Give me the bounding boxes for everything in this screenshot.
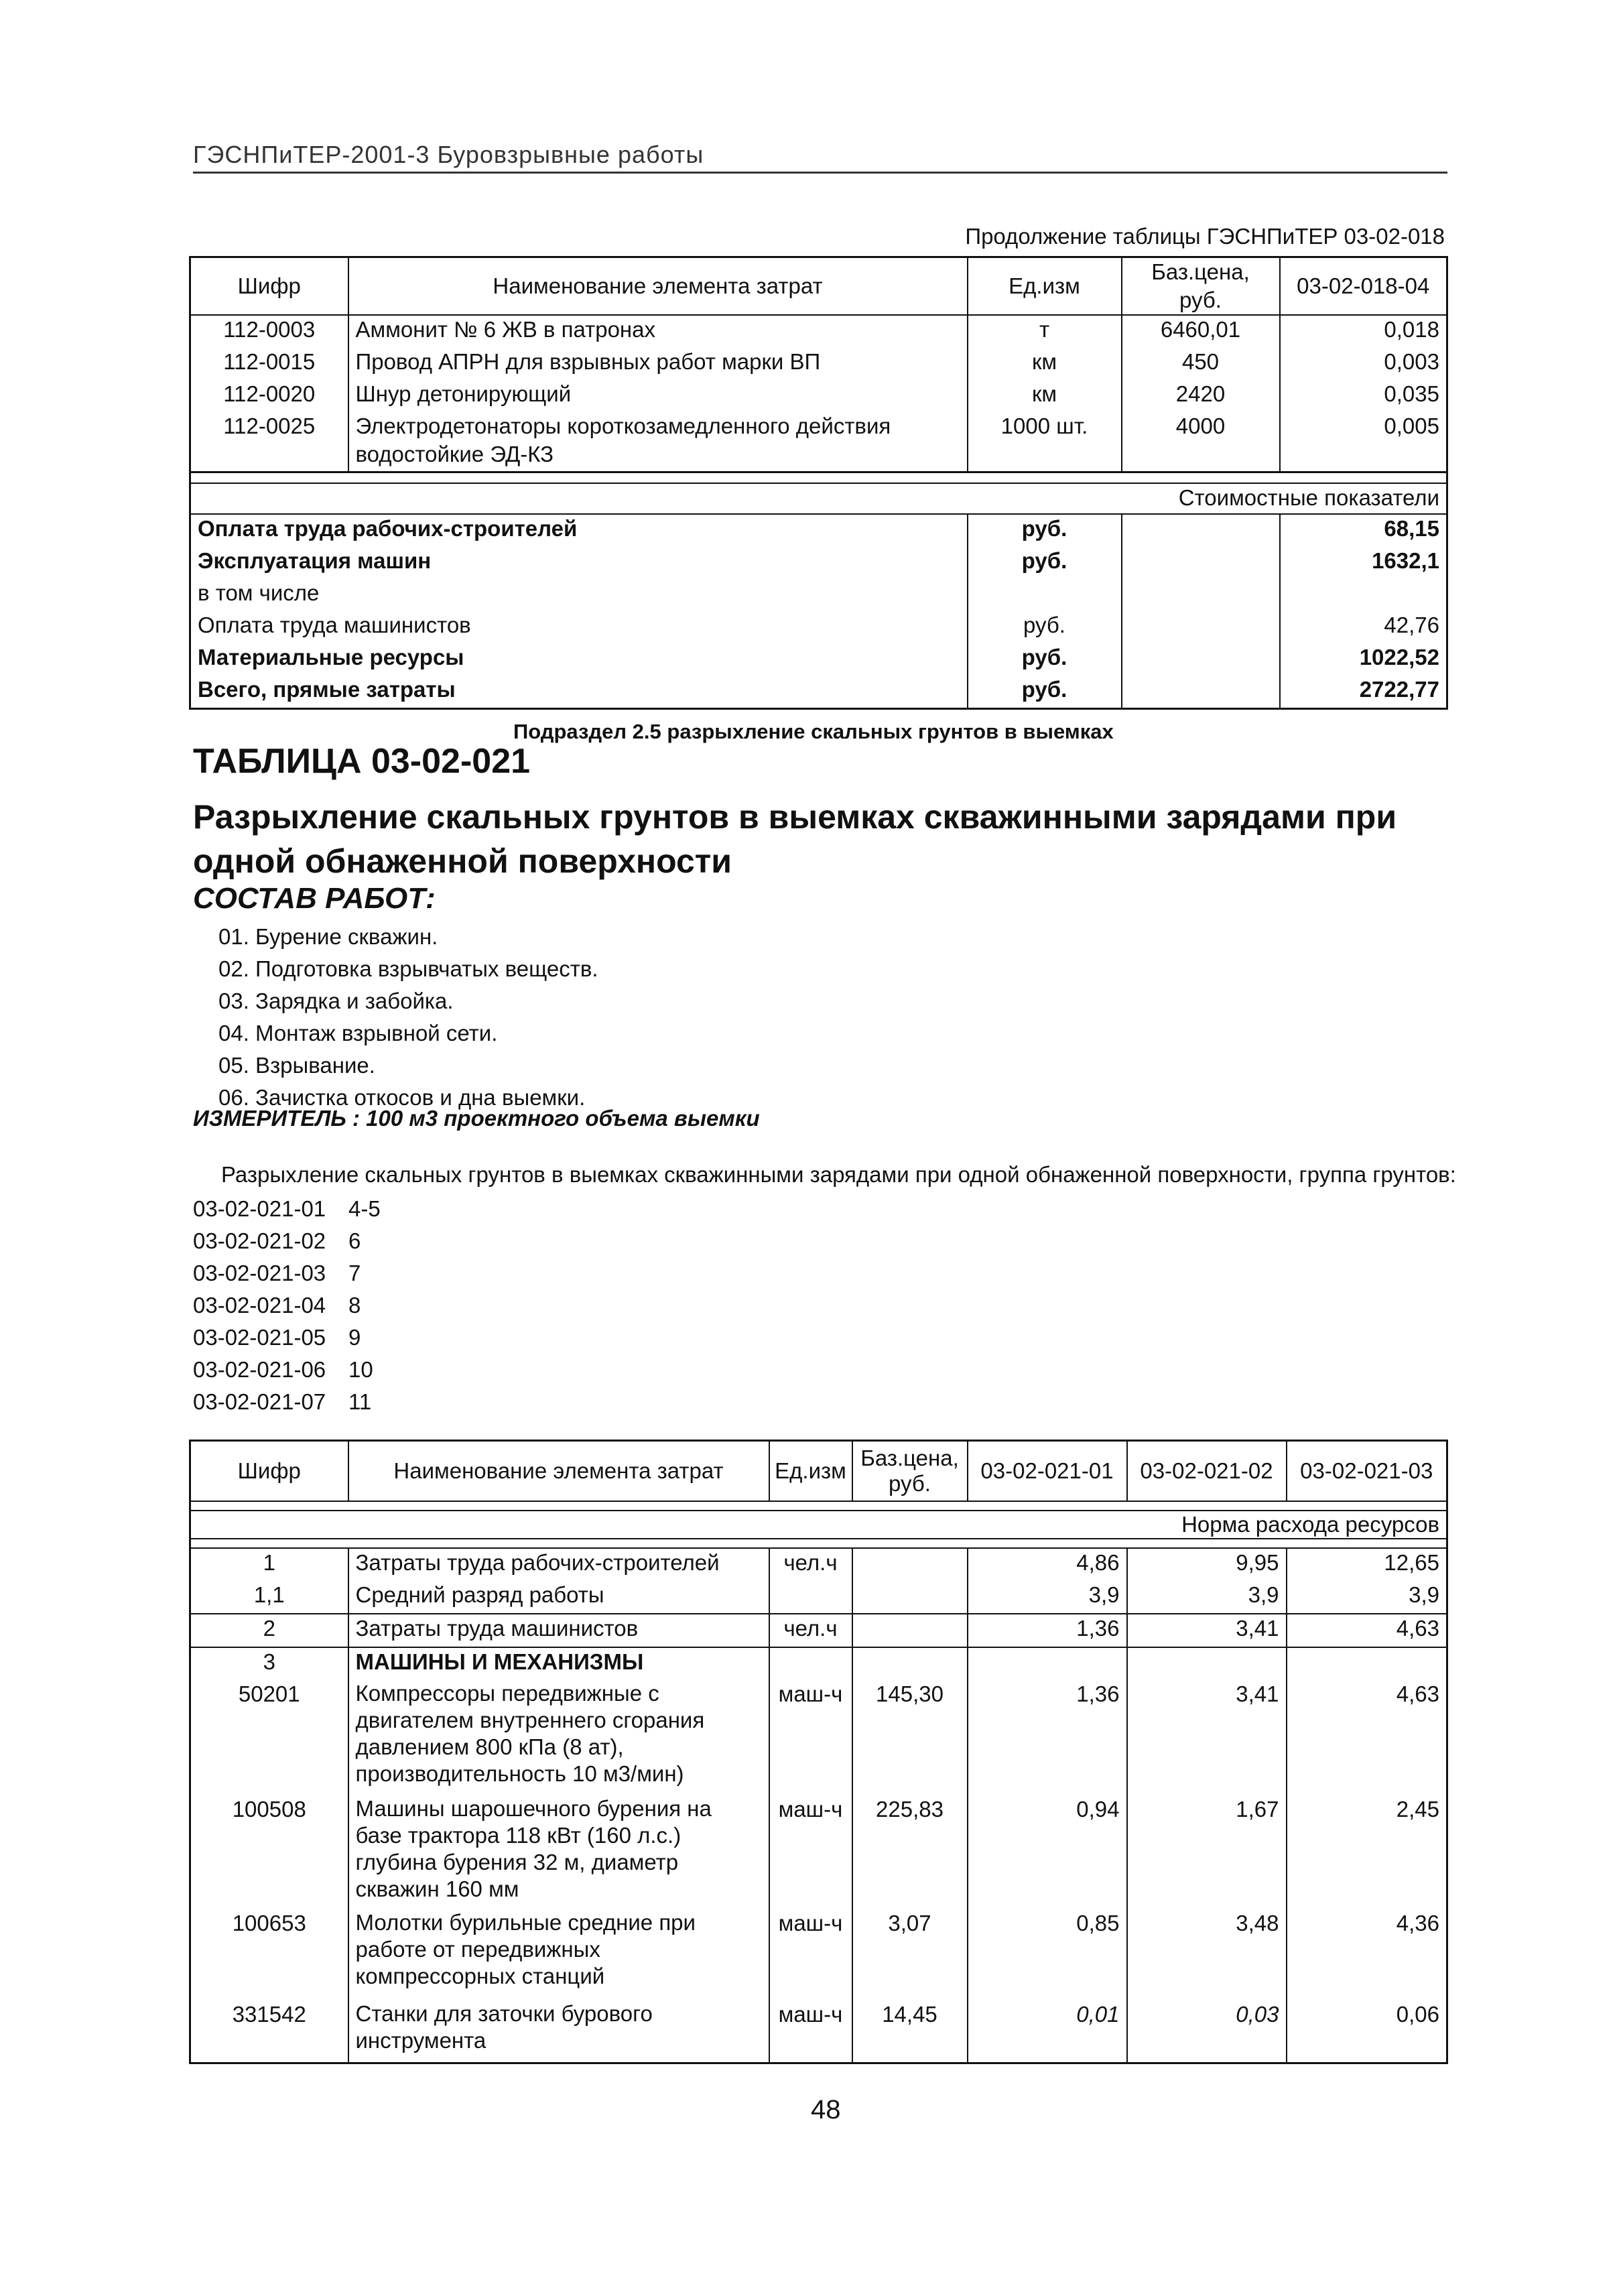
table-row — [190, 1581, 1447, 1614]
summary-row — [190, 611, 1447, 643]
variant-code: 03-02-021-06 — [193, 1357, 326, 1382]
row-value-2: 1,67 — [1127, 1795, 1287, 1909]
row-unit — [769, 1647, 852, 1680]
table-row — [190, 348, 1447, 380]
summary-value: 42,76 — [1280, 611, 1447, 643]
variant-code: 03-02-021-05 — [193, 1325, 326, 1350]
summary-value: 68,15 — [1280, 514, 1447, 547]
row-value-3: 4,36 — [1287, 1909, 1447, 2000]
summary-row — [190, 643, 1447, 676]
header-unit: Ед.изм — [769, 1441, 852, 1502]
header-price: Баз.цена, руб. — [1122, 257, 1280, 316]
list-item: 06. Зачистка откосов и дна выемки. — [218, 1085, 586, 1110]
summary-value: 2722,77 — [1280, 676, 1447, 709]
list-item — [193, 1386, 381, 1418]
row-unit: маш-ч — [769, 1680, 852, 1795]
row-price: 14,45 — [852, 2000, 968, 2063]
list-item — [193, 1257, 381, 1289]
row-name: Машины шарошечного бурения на базе трактора 118 кВт (160 л.с.) глубина бурения 32 м, диаметр скважин 160 мм — [348, 1795, 769, 1909]
list-item — [193, 1289, 381, 1322]
row-price: 450 — [1122, 348, 1280, 380]
row-code: 112-0003 — [223, 317, 316, 342]
row-value: 0,003 — [1280, 348, 1447, 380]
summary-row — [190, 547, 1447, 579]
row-value-1: 1,36 — [968, 1680, 1127, 1795]
table1-spacer — [190, 472, 1447, 484]
summary-price-empty — [1122, 547, 1280, 579]
row-value: 0,018 — [1280, 315, 1447, 348]
table-row — [190, 380, 1447, 412]
row-unit: 1000 шт. — [968, 412, 1122, 472]
variant-group: 8 — [348, 1293, 361, 1318]
summary-value — [1280, 579, 1447, 611]
row-value-2: 3,41 — [1127, 1680, 1287, 1795]
list-item: 03. Зарядка и забойка. — [218, 988, 454, 1013]
variant-code: 03-02-021-07 — [193, 1389, 326, 1414]
row-price — [852, 1647, 968, 1680]
summary-unit: руб. — [968, 547, 1122, 579]
row-value-3: 3,9 — [1287, 1581, 1447, 1614]
row-price: 6460,01 — [1122, 315, 1280, 348]
header-unit: Ед.изм — [968, 257, 1122, 316]
table-row — [190, 1680, 1447, 1795]
row-unit: км — [968, 348, 1122, 380]
row-name: Провод АПРН для взрывных работ марки ВП — [348, 348, 968, 380]
variant-group: 9 — [348, 1325, 361, 1350]
header-name: Наименование элемента затрат — [348, 257, 968, 316]
row-value-1: 0,85 — [968, 1909, 1127, 2000]
row-value-1: 0,94 — [968, 1795, 1127, 1909]
page-number: 48 — [811, 2095, 841, 2124]
table-row — [190, 2000, 1447, 2063]
list-item: 04. Монтаж взрывной сети. — [218, 1021, 498, 1045]
row-code: 112-0025 — [223, 413, 316, 438]
row-name: Затраты труда рабочих-строителей — [348, 1548, 769, 1581]
row-value-1: 4,86 — [968, 1548, 1127, 1581]
table-row — [190, 1795, 1447, 1909]
table-title: Разрыхление скальных грунтов в выемках скважинными зарядами при одной обнаженной поверхности — [193, 798, 1397, 880]
summary-row — [190, 579, 1447, 611]
row-name: Молотки бурильные средние при работе от передвижных компрессорных станций — [348, 1909, 769, 2000]
header-norm-code: 03-02-018-04 — [1280, 257, 1447, 316]
row-code: 50201 — [238, 1681, 300, 1706]
row-unit: маш-ч — [769, 2000, 852, 2063]
summary-name: Материальные ресурсы — [198, 645, 464, 669]
header-code: Шифр — [190, 1441, 348, 1502]
row-code: 100508 — [232, 1797, 306, 1822]
header-name: Наименование элемента затрат — [348, 1441, 769, 1502]
table-row — [190, 1614, 1447, 1647]
row-price: 145,30 — [852, 1680, 968, 1795]
row-name: Шнур детонирующий — [348, 380, 968, 412]
variants-list — [193, 1193, 381, 1418]
norm-label-row — [190, 1511, 1447, 1539]
summary-unit: руб. — [968, 611, 1122, 643]
list-item — [193, 1354, 381, 1386]
summary-row — [190, 676, 1447, 709]
summary-price-empty — [1122, 643, 1280, 676]
row-code: 3 — [190, 1647, 348, 1680]
list-item — [193, 1322, 381, 1354]
row-name: МАШИНЫ И МЕХАНИЗМЫ — [348, 1647, 769, 1680]
table-row — [190, 1548, 1447, 1581]
list-item — [193, 1225, 381, 1257]
variant-code: 03-02-021-02 — [193, 1228, 326, 1253]
cost-section-label: Стоимостные показатели — [190, 483, 1447, 514]
row-value-2: 3,9 — [1127, 1581, 1287, 1614]
row-value-1: 3,9 — [968, 1581, 1127, 1614]
summary-unit: руб. — [968, 676, 1122, 709]
row-price — [852, 1548, 968, 1581]
summary-name: Всего, прямые затраты — [198, 677, 456, 702]
work-composition-heading: СОСТАВ РАБОТ: — [193, 882, 436, 915]
summary-name: Оплата труда машинистов — [198, 613, 471, 637]
cost-section-row — [190, 483, 1447, 514]
table-id: ТАБЛИЦА 03-02-021 — [193, 742, 531, 781]
measure-unit: ИЗМЕРИТЕЛЬ : 100 м3 проектного объема выемки — [193, 1106, 760, 1131]
row-value-3: 2,45 — [1287, 1795, 1447, 1909]
row-value-2: 0,03 — [1127, 2000, 1287, 2063]
list-item: 01. Бурение скважин. — [218, 924, 438, 949]
header-norm-code-3: 03-02-021-03 — [1287, 1441, 1447, 1502]
summary-price-empty — [1122, 514, 1280, 547]
summary-price-empty — [1122, 611, 1280, 643]
row-code: 2 — [190, 1614, 348, 1647]
summary-unit — [968, 579, 1122, 611]
row-unit: км — [968, 380, 1122, 412]
row-value-2: 9,95 — [1127, 1548, 1287, 1581]
row-value-3: 4,63 — [1287, 1614, 1447, 1647]
norm-label: Норма расхода ресурсов — [190, 1511, 1447, 1539]
variant-group: 7 — [348, 1261, 361, 1285]
header-norm-code-2: 03-02-021-02 — [1127, 1441, 1287, 1502]
table-row — [190, 412, 1447, 472]
row-price: 3,07 — [852, 1909, 968, 2000]
row-value-3: 12,65 — [1287, 1548, 1447, 1581]
row-code: 331542 — [232, 2002, 306, 2027]
row-price — [852, 1581, 968, 1614]
list-item: 02. Подготовка взрывчатых веществ. — [218, 956, 598, 981]
table2-gap — [190, 1539, 1447, 1548]
row-name: Электродетонаторы короткозамедленного действия водостойкие ЭД-КЗ — [348, 412, 968, 472]
variant-group: 10 — [348, 1357, 373, 1382]
row-value: 0,005 — [1280, 412, 1447, 472]
row-price: 2420 — [1122, 380, 1280, 412]
row-value-3 — [1287, 1647, 1447, 1680]
summary-name: в том числе — [198, 580, 320, 605]
row-price: 4000 — [1122, 412, 1280, 472]
row-code: 112-0020 — [223, 381, 316, 406]
list-item — [193, 1193, 381, 1225]
row-name: Средний разряд работы — [348, 1581, 769, 1614]
row-value-3: 0,06 — [1287, 2000, 1447, 2063]
table-row — [190, 1647, 1447, 1680]
summary-name: Оплата труда рабочих-строителей — [198, 516, 578, 541]
summary-unit: руб. — [968, 643, 1122, 676]
row-code: 112-0015 — [223, 349, 316, 374]
row-code: 1,1 — [253, 1582, 285, 1607]
row-price: 225,83 — [852, 1795, 968, 1909]
row-name: Компрессоры передвижные с двигателем внутреннего сгорания давлением 800 кПа (8 ат), производительность 10 м3/мин) — [348, 1680, 769, 1795]
row-code: 100653 — [232, 1911, 306, 1935]
row-name: Аммонит № 6 ЖВ в патронах — [348, 315, 968, 348]
running-head: ГЭСНПиТЕР-2001-3 Буровзрывные работы — [193, 141, 1447, 174]
summary-unit: руб. — [968, 514, 1122, 547]
work-list — [218, 921, 598, 1114]
summary-row — [190, 514, 1447, 547]
table-row — [190, 1909, 1447, 2000]
variants-intro: Разрыхление скальных грунтов в выемках скважинными зарядами при одной обнаженной поверхности, группа грунтов: — [221, 1162, 1456, 1187]
row-value-2: 3,48 — [1127, 1909, 1287, 2000]
variant-group: 4-5 — [348, 1196, 381, 1221]
table-row — [190, 315, 1447, 348]
header-norm-code-1: 03-02-021-01 — [968, 1441, 1127, 1502]
summary-value: 1022,52 — [1280, 643, 1447, 676]
row-price — [852, 1614, 968, 1647]
summary-value: 1632,1 — [1280, 547, 1447, 579]
resources-table-continued — [189, 256, 1448, 710]
row-unit: чел.ч — [769, 1548, 852, 1581]
row-unit — [769, 1581, 852, 1614]
resource-norms-table — [189, 1440, 1448, 2064]
summary-price-empty — [1122, 676, 1280, 709]
header-price: Баз.цена, руб. — [852, 1441, 968, 1502]
summary-name: Эксплуатация машин — [198, 548, 432, 573]
header-code: Шифр — [190, 257, 348, 316]
row-unit: т — [968, 315, 1122, 348]
variant-code: 03-02-021-01 — [193, 1196, 326, 1221]
row-name: Станки для заточки бурового инструмента — [348, 2000, 769, 2063]
table1-header-row — [190, 257, 1447, 316]
variant-group: 11 — [348, 1389, 372, 1414]
row-value-1: 0,01 — [968, 2000, 1127, 2063]
table2-gap — [190, 1501, 1447, 1511]
table1-caption: Продолжение таблицы ГЭСНПиТЕР 03-02-018 — [965, 224, 1445, 249]
row-value-1 — [968, 1647, 1127, 1680]
row-value-2: 3,41 — [1127, 1614, 1287, 1647]
row-value-3: 4,63 — [1287, 1680, 1447, 1795]
summary-price-empty — [1122, 579, 1280, 611]
row-code: 1 — [190, 1548, 348, 1581]
row-value-1: 1,36 — [968, 1614, 1127, 1647]
row-unit: маш-ч — [769, 1795, 852, 1909]
row-value-2 — [1127, 1647, 1287, 1680]
variant-code: 03-02-021-03 — [193, 1261, 326, 1285]
list-item: 05. Взрывание. — [218, 1053, 375, 1078]
subsection-heading: Подраздел 2.5 разрыхление скальных грунтов в выемках — [513, 720, 1114, 743]
row-name: Затраты труда машинистов — [348, 1614, 769, 1647]
variant-group: 6 — [348, 1228, 361, 1253]
variant-code: 03-02-021-04 — [193, 1293, 326, 1318]
row-unit: чел.ч — [769, 1614, 852, 1647]
row-value: 0,035 — [1280, 380, 1447, 412]
table2-header-row — [190, 1441, 1447, 1502]
row-unit: маш-ч — [769, 1909, 852, 2000]
